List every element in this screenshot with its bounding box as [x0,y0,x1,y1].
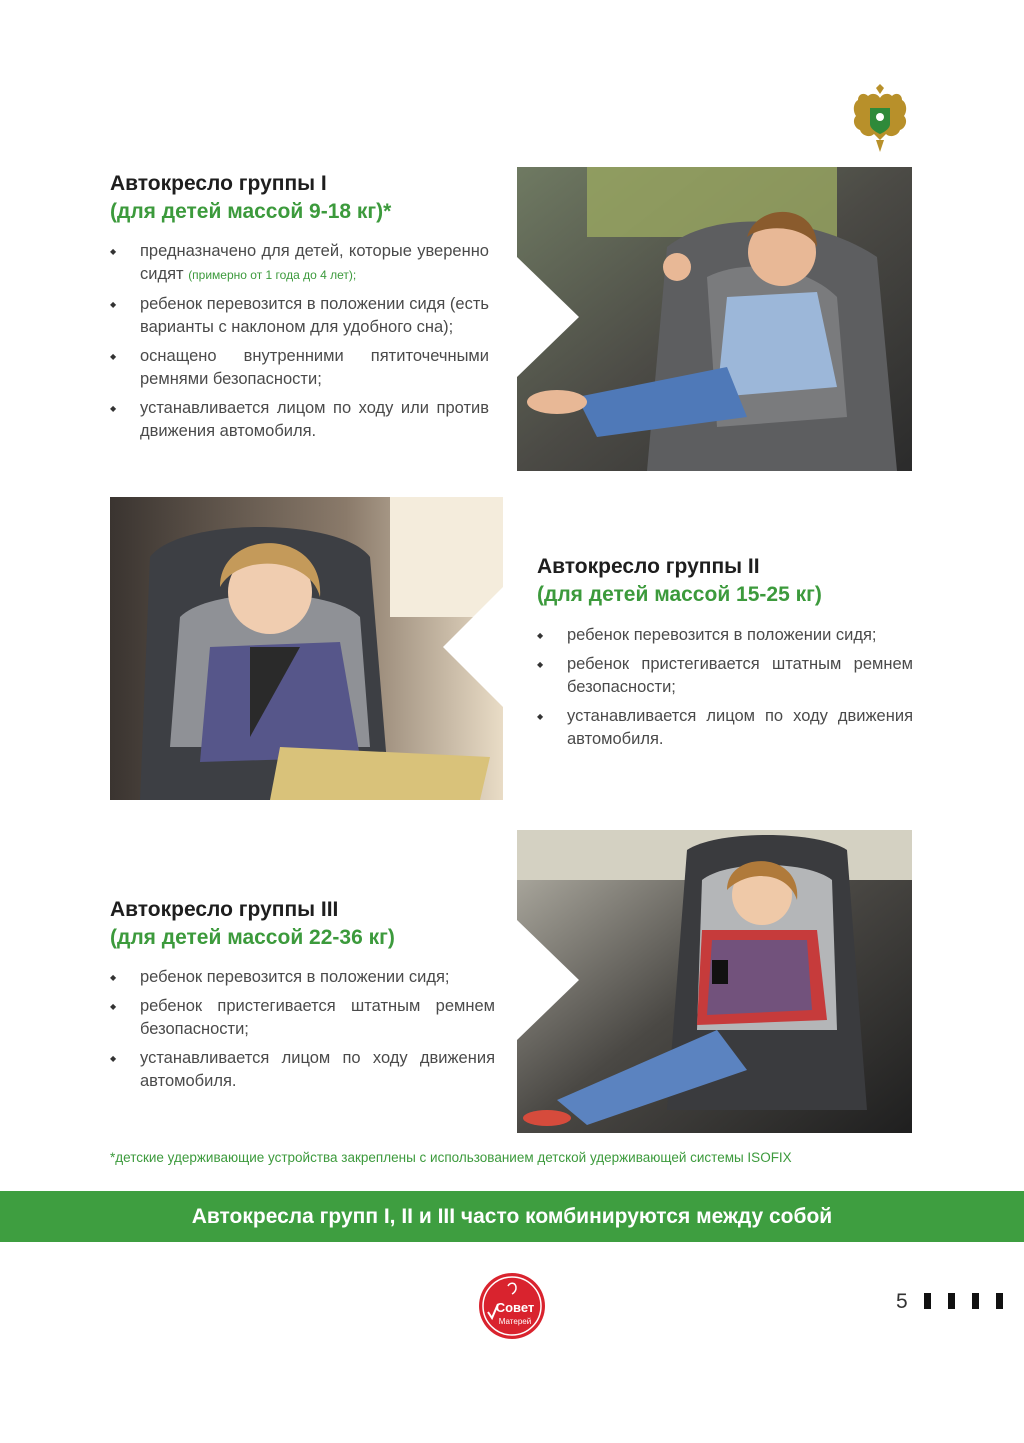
page-mark [948,1293,955,1309]
list-item: ◆ устанавливается лицом по ходу движения автомобиля. [537,705,913,751]
group2-heading [537,553,917,609]
list-item: ◆ ребенок перевозится в положении сидя; [537,624,913,647]
group2-subtitle: (для детей массой 15-25 кг) [537,583,822,606]
page-number: 5 [896,1290,908,1313]
group3-list [110,966,495,1099]
page-mark [924,1293,931,1309]
list-item: ◆ предназначено для детей, которые уверенно сидят (примерно от 1 года до 4 лет); [110,240,489,287]
child-seat-group1-photo [517,167,912,471]
group3-heading [110,896,500,952]
isofix-footnote: *детские удерживающие устройства закреплены с использованием детской удерживающей системы ISOFIX [110,1150,792,1165]
group1-heading [110,170,500,226]
logo-line1: Совет [495,1300,535,1315]
list-item: ◆ ребенок перевозится в положении сидя (есть варианты с наклоном для удобного сна); [110,293,489,339]
page-mark [996,1293,1003,1309]
age-note: (примерно от 1 года до 4 лет); [188,268,357,282]
logo-line2: Матерей [498,1317,532,1326]
russian-eagle-emblem-icon [846,84,914,154]
group1-list [110,240,489,449]
group2-title: Автокресло группы II [537,555,760,578]
list-item: ◆ устанавливается лицом по ходу движения автомобиля. [110,1047,495,1093]
list-item: ◆ ребенок перевозится в положении сидя; [110,966,495,989]
list-item: ◆ устанавливается лицом по ходу или против движения автомобиля. [110,397,489,443]
bottom-banner: Автокресла групп I, II и III часто комбинируются между собой [0,1191,1024,1242]
child-seat-group2-photo [110,497,503,800]
group2-list [537,624,913,757]
group3-title: Автокресло группы III [110,898,339,921]
page-mark [972,1293,979,1309]
group1-title: Автокресло группы I [110,172,327,195]
page-marks [924,1293,1003,1309]
list-item: ◆ ребенок пристегивается штатным ремнем безопасности; [110,995,495,1041]
list-item: ◆ ребенок пристегивается штатным ремнем безопасности; [537,653,913,699]
group3-subtitle: (для детей массой 22-36 кг) [110,926,395,949]
child-seat-group3-photo [517,830,912,1133]
group1-subtitle: (для детей массой 9-18 кг)* [110,200,392,223]
sovet-materey-logo [478,1272,546,1340]
list-item: ◆ оснащено внутренними пятиточечными ремнями безопасности; [110,345,489,391]
